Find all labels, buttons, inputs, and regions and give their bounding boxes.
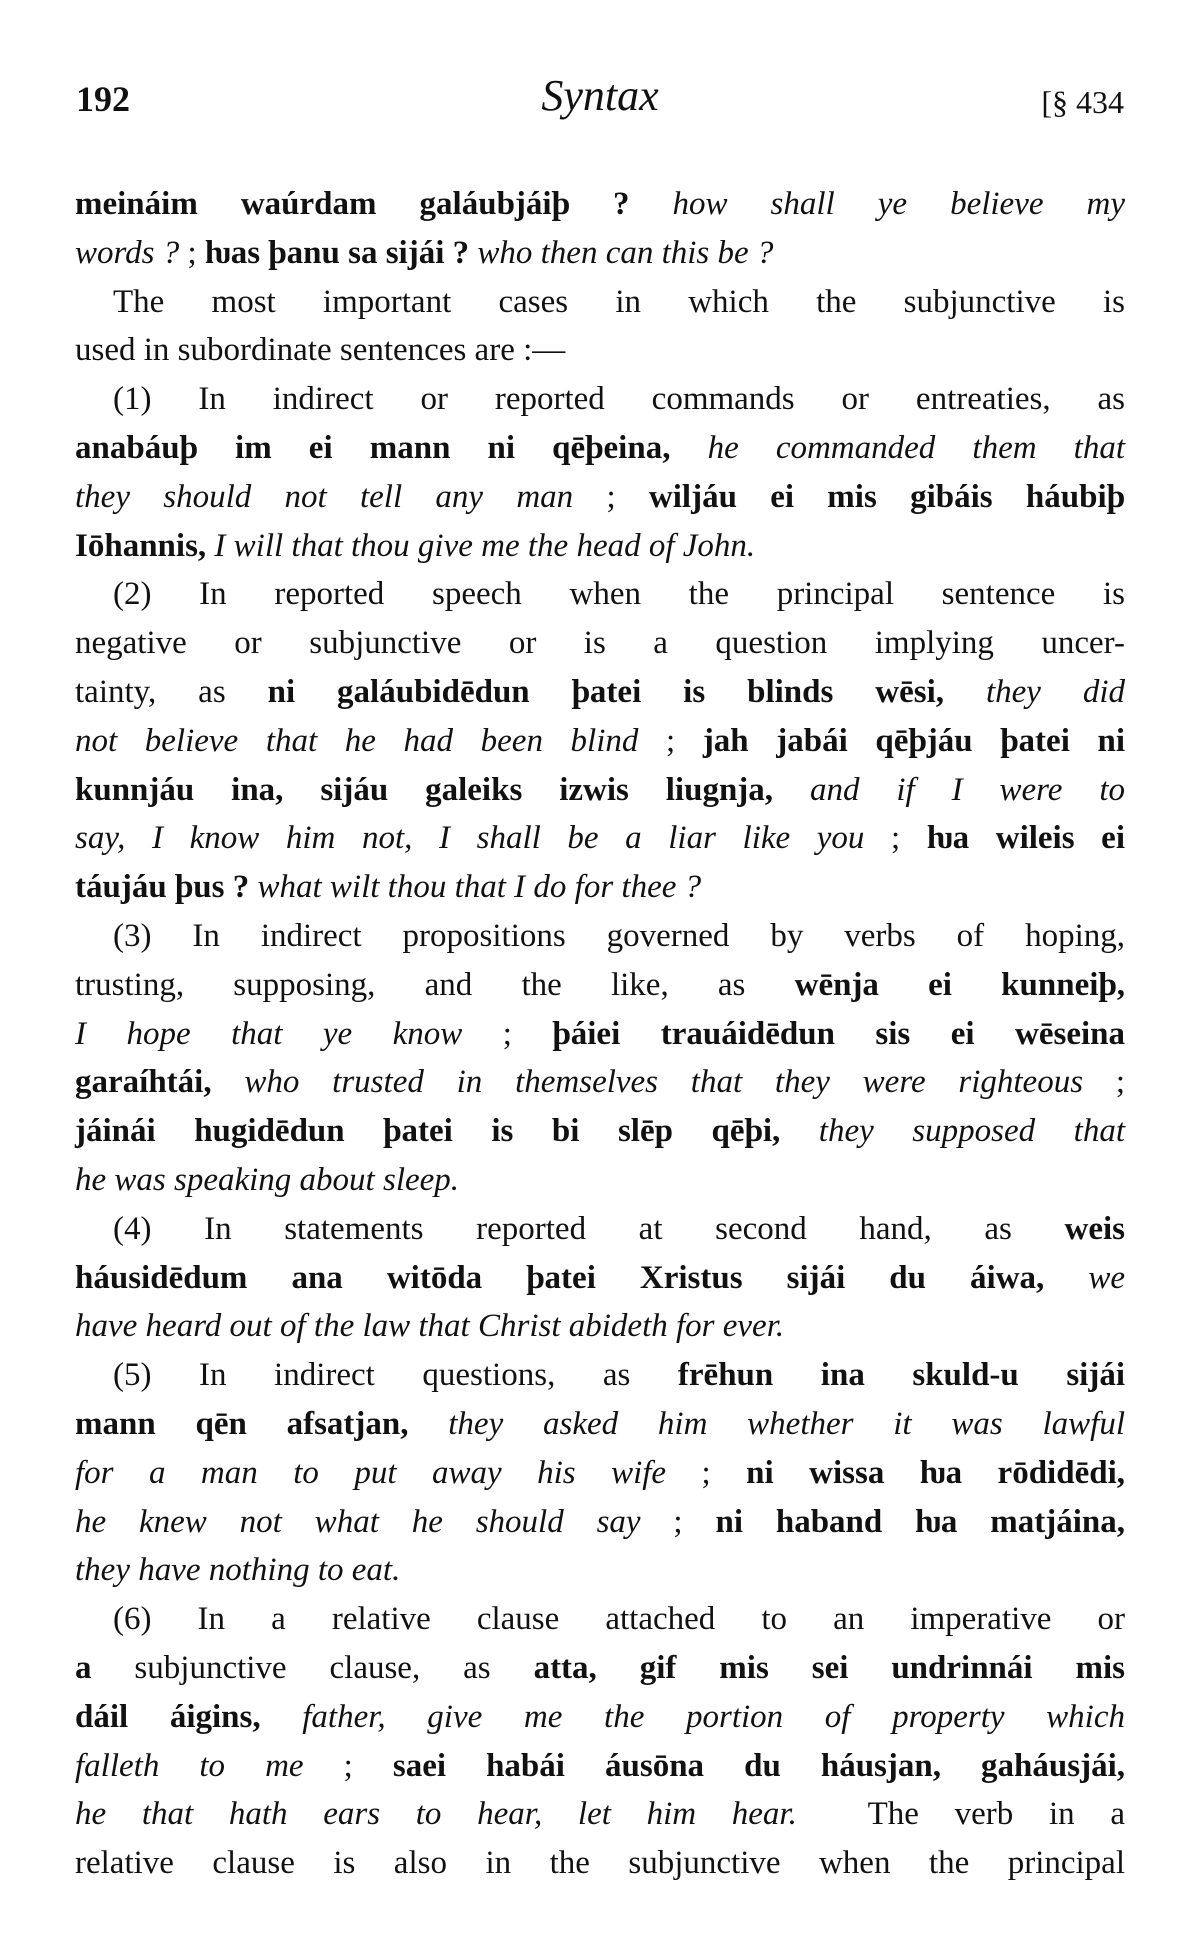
text-line [75, 1693, 1125, 1742]
translation-text: they should not tell any man [75, 478, 574, 515]
text-line [75, 717, 1125, 766]
prose-text: ; [179, 234, 205, 271]
text-line [75, 375, 1125, 424]
text-line [75, 1644, 1125, 1693]
translation-text: who then can this be ? [477, 234, 774, 271]
text-line [75, 1205, 1125, 1254]
prose-text: (1) In indirect or reported commands or entreaties, as [113, 381, 1125, 418]
text-line [75, 1254, 1125, 1303]
section-number: [§ 434 [1041, 84, 1124, 120]
prose-text: The verb in a [796, 1796, 1125, 1833]
translation-text: he knew not what he should say [75, 1503, 641, 1540]
text-line [75, 180, 1125, 229]
text-line [75, 1302, 1125, 1351]
gothic-text: jáinái hugidēdun þatei is bi slēp qēþi, [75, 1113, 819, 1150]
translation-text: I will that thou give me the head of John. [214, 527, 756, 564]
text-line [75, 1498, 1125, 1547]
gothic-text: garaíhtái, [75, 1064, 245, 1101]
prose-text: ; [666, 1454, 747, 1491]
gothic-text: a [75, 1649, 92, 1686]
gothic-text: meináim waúrdam galáubjáiþ ? [75, 186, 673, 222]
text-line [75, 1790, 1125, 1839]
gothic-text: ni galáubidēdun þatei is blinds wēsi, [267, 673, 986, 710]
text-line [75, 668, 1125, 717]
text-line [75, 1546, 1125, 1595]
prose-text: ; [573, 478, 649, 515]
page-number: 192 [76, 79, 130, 119]
text-line [75, 912, 1125, 961]
gothic-text: saei habái áusōna du háusjan, gaháusjái, [392, 1747, 1126, 1784]
prose-text: relative clause is also in the subjunctive when the principal [75, 1845, 1125, 1882]
text-line [75, 1839, 1125, 1888]
prose-text: used in subordinate sentences are :— [75, 332, 566, 369]
gothic-text: wiljáu ei mis gibáis háubiþ [648, 478, 1125, 515]
text-line [75, 1400, 1125, 1449]
prose-text: ; [303, 1747, 393, 1784]
gothic-text: ni wissa ƕa rōdidēdi, [746, 1454, 1125, 1491]
prose-text: ; [462, 1015, 553, 1052]
prose-text: (4) In statements reported at second hand, as [113, 1210, 1065, 1247]
prose-text: ; [1083, 1064, 1126, 1101]
running-head: Syntax [541, 71, 659, 120]
translation-text: they supposed that [818, 1113, 1125, 1150]
text-line [75, 424, 1125, 473]
text-line [75, 1351, 1125, 1400]
translation-text: for a man to put away his wife [75, 1454, 667, 1491]
gothic-text: Iōhannis, [75, 527, 215, 564]
translation-text: say, I know him not, I shall be a liar like you [75, 820, 865, 857]
prose-text: ; [638, 722, 703, 759]
text-line [75, 961, 1125, 1010]
gothic-text: ƕas þanu sa sijái ? [204, 234, 478, 271]
prose-text: subjunctive clause, as [91, 1649, 534, 1686]
gothic-text: atta, gif mis sei undrinnái mis [533, 1649, 1125, 1686]
prose-text: (3) In indirect propositions governed by verbs of hoping, [113, 917, 1125, 954]
gothic-text: ni haband ƕa matjáina, [715, 1503, 1126, 1540]
prose-text: (5) In indirect questions, as [113, 1357, 678, 1394]
translation-text: he was speaking about sleep. [75, 1161, 460, 1198]
text-line [75, 1742, 1125, 1791]
gothic-text: weis [1064, 1210, 1125, 1247]
translation-text: he commanded them that [707, 429, 1125, 466]
gothic-text: frēhun ina skuld-u sijái [677, 1357, 1125, 1394]
text-line [75, 229, 1125, 278]
translation-text: and if I were to [809, 771, 1126, 808]
translation-text: they have nothing to eat. [75, 1552, 401, 1589]
translation-text: not believe that he had been blind [75, 722, 639, 759]
gothic-text: háusidēdum ana witōda þatei Xristus sijái du áiwa, [75, 1259, 1089, 1296]
gothic-text: dáil áigins, [75, 1698, 303, 1735]
prose-text: ; [864, 820, 927, 857]
gothic-text: jah jabái qēþjáu þatei ni [702, 722, 1125, 759]
translation-text: have heard out of the law that Christ abideth for ever. [75, 1308, 785, 1345]
text-line [75, 1156, 1125, 1205]
gothic-text: ƕa wileis ei [926, 820, 1125, 857]
translation-text: what wilt thou that I do for thee ? [257, 869, 702, 906]
prose-text: The most important cases in which the subjunctive is [113, 283, 1125, 320]
text-line [75, 1449, 1125, 1498]
translation-text: I hope that ye know [75, 1015, 463, 1052]
text-line [75, 326, 1125, 375]
text-line [75, 766, 1125, 815]
prose-text: (2) In reported speech when the principal sentence is [113, 576, 1125, 613]
prose-text: negative or subjunctive or is a question implying uncer- [75, 625, 1125, 662]
text-line [75, 570, 1125, 619]
prose-text: (6) In a relative clause attached to an imperative or [113, 1601, 1125, 1638]
gothic-text: mann qēn afsatjan, [75, 1405, 449, 1442]
text-line [75, 1058, 1125, 1107]
gothic-text: wēnja ei kunneiþ, [794, 966, 1125, 1003]
gothic-text: kunnjáu ina, sijáu galeiks izwis liugnja, [75, 771, 810, 808]
gothic-text: táujáu þus ? [75, 869, 258, 906]
text-line [75, 473, 1125, 522]
text-line [75, 1107, 1125, 1156]
translation-text: he that hath ears to hear, let him hear. [75, 1796, 797, 1833]
translation-text: we [1088, 1259, 1125, 1296]
text-line [75, 522, 1125, 571]
text-line [75, 619, 1125, 668]
gothic-text: þáiei trauáidēdun sis ei wēseina [552, 1015, 1125, 1052]
body-text [75, 180, 1125, 1888]
translation-text: falleth to me [75, 1747, 304, 1784]
translation-text: they asked him whether it was lawful [448, 1405, 1125, 1442]
text-line [75, 863, 1125, 912]
translation-text: they did [985, 673, 1125, 710]
text-line [75, 814, 1125, 863]
gothic-text: anabáuþ im ei mann ni qēþeina, [75, 429, 708, 466]
text-line [75, 1010, 1125, 1059]
prose-text: tainty, as [75, 673, 268, 710]
text-line [75, 1595, 1125, 1644]
text-line [75, 278, 1125, 327]
translation-text: who trusted in themselves that they were righteous [244, 1064, 1084, 1101]
prose-text: ; [640, 1503, 716, 1540]
translation-text: how shall ye believe my [672, 186, 1126, 222]
translation-text: words ? [75, 234, 180, 271]
prose-text: trusting, supposing, and the like, as [75, 966, 795, 1003]
translation-text: father, give me the portion of property which [302, 1698, 1125, 1735]
